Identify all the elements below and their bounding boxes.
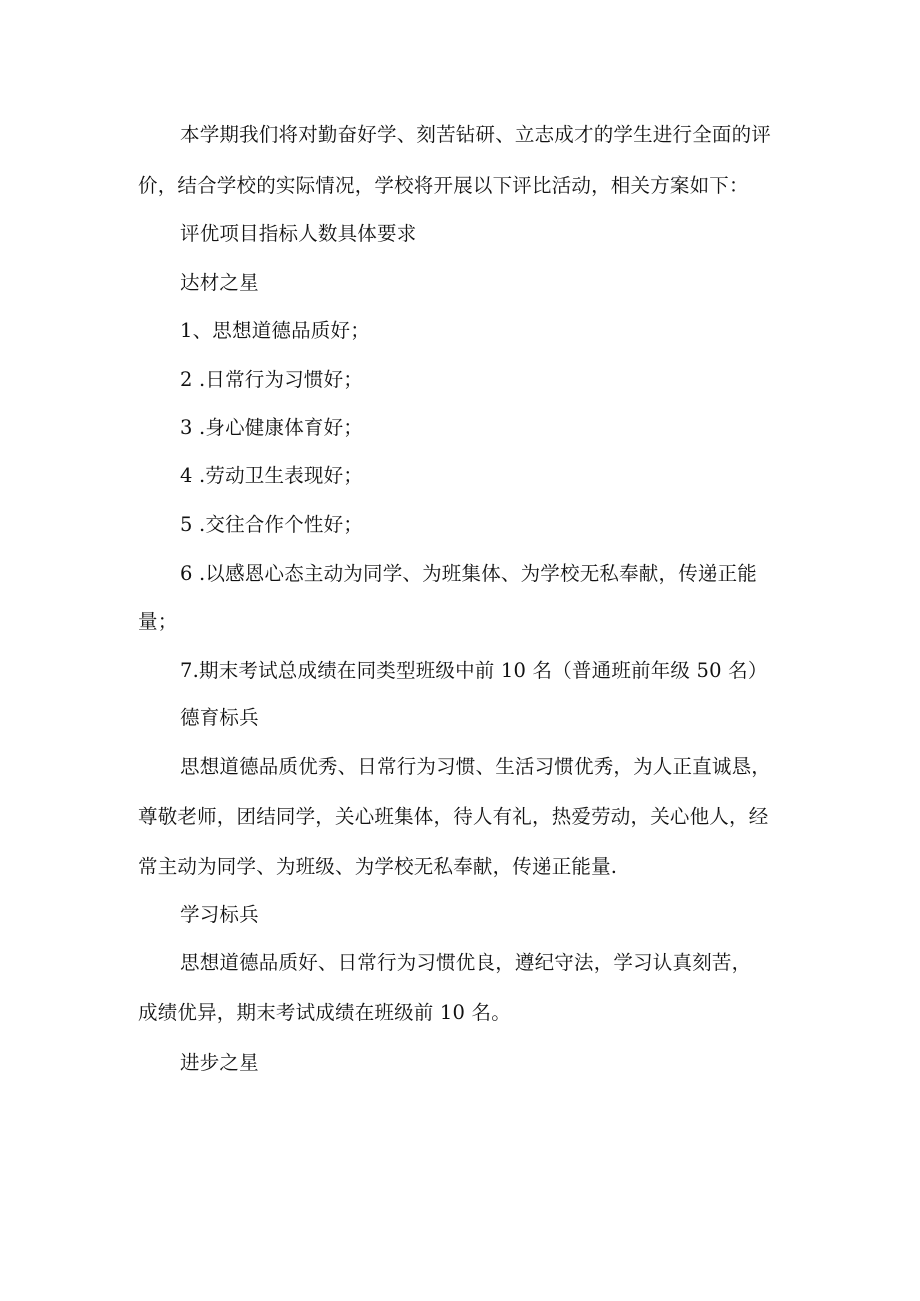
intro-paragraph-line-1: 本学期我们将对勤奋好学、刻苦钻研、立志成才的学生进行全面的评 [180,123,772,146]
criteria-item-1: 1、思想道德品质好； [180,319,370,342]
criteria-item-3: 3 .身心健康体育好； [180,416,364,439]
study-model-line-1: 思想道德品质好、日常行为习惯优良，遵纪守法，学习认真刻苦， [180,951,752,974]
moral-model-line-1: 思想道德品质优秀、日常行为习惯、生活习惯优秀，为人正直诚恳， [180,755,772,778]
criteria-item-6-continuation: 量； [138,610,178,633]
section-title-moral-model: 德育标兵 [180,706,259,729]
criteria-item-6: 6 .以感恩心态主动为同学、为班集体、为学校无私奉献，传递正能 [180,562,758,585]
moral-model-line-3: 常主动为同学、为班级、为学校无私奉献，传递正能量. [138,855,618,878]
section-title-dacai-star: 达材之星 [180,271,259,294]
section-title-study-model: 学习标兵 [180,903,259,926]
study-model-line-2: 成绩优异，期末考试成绩在班级前 10 名。 [138,1001,511,1024]
table-header-text: 评优项目指标人数具体要求 [180,222,417,245]
criteria-item-5: 5 .交往合作个性好； [180,513,364,536]
criteria-item-2: 2 .日常行为习惯好； [180,368,364,391]
moral-model-line-2: 尊敬老师，团结同学，关心班集体，待人有礼，热爱劳动，关心他人，经 [138,805,769,828]
criteria-item-7: 7.期末考试总成绩在同类型班级中前 10 名（普通班前年级 50 名） [180,659,768,682]
section-title-progress-star: 进步之星 [180,1051,259,1074]
criteria-item-4: 4 .劳动卫生表现好； [180,464,364,487]
intro-paragraph-line-2: 价，结合学校的实际情况，学校将开展以下评比活动，相关方案如下： [138,174,749,197]
